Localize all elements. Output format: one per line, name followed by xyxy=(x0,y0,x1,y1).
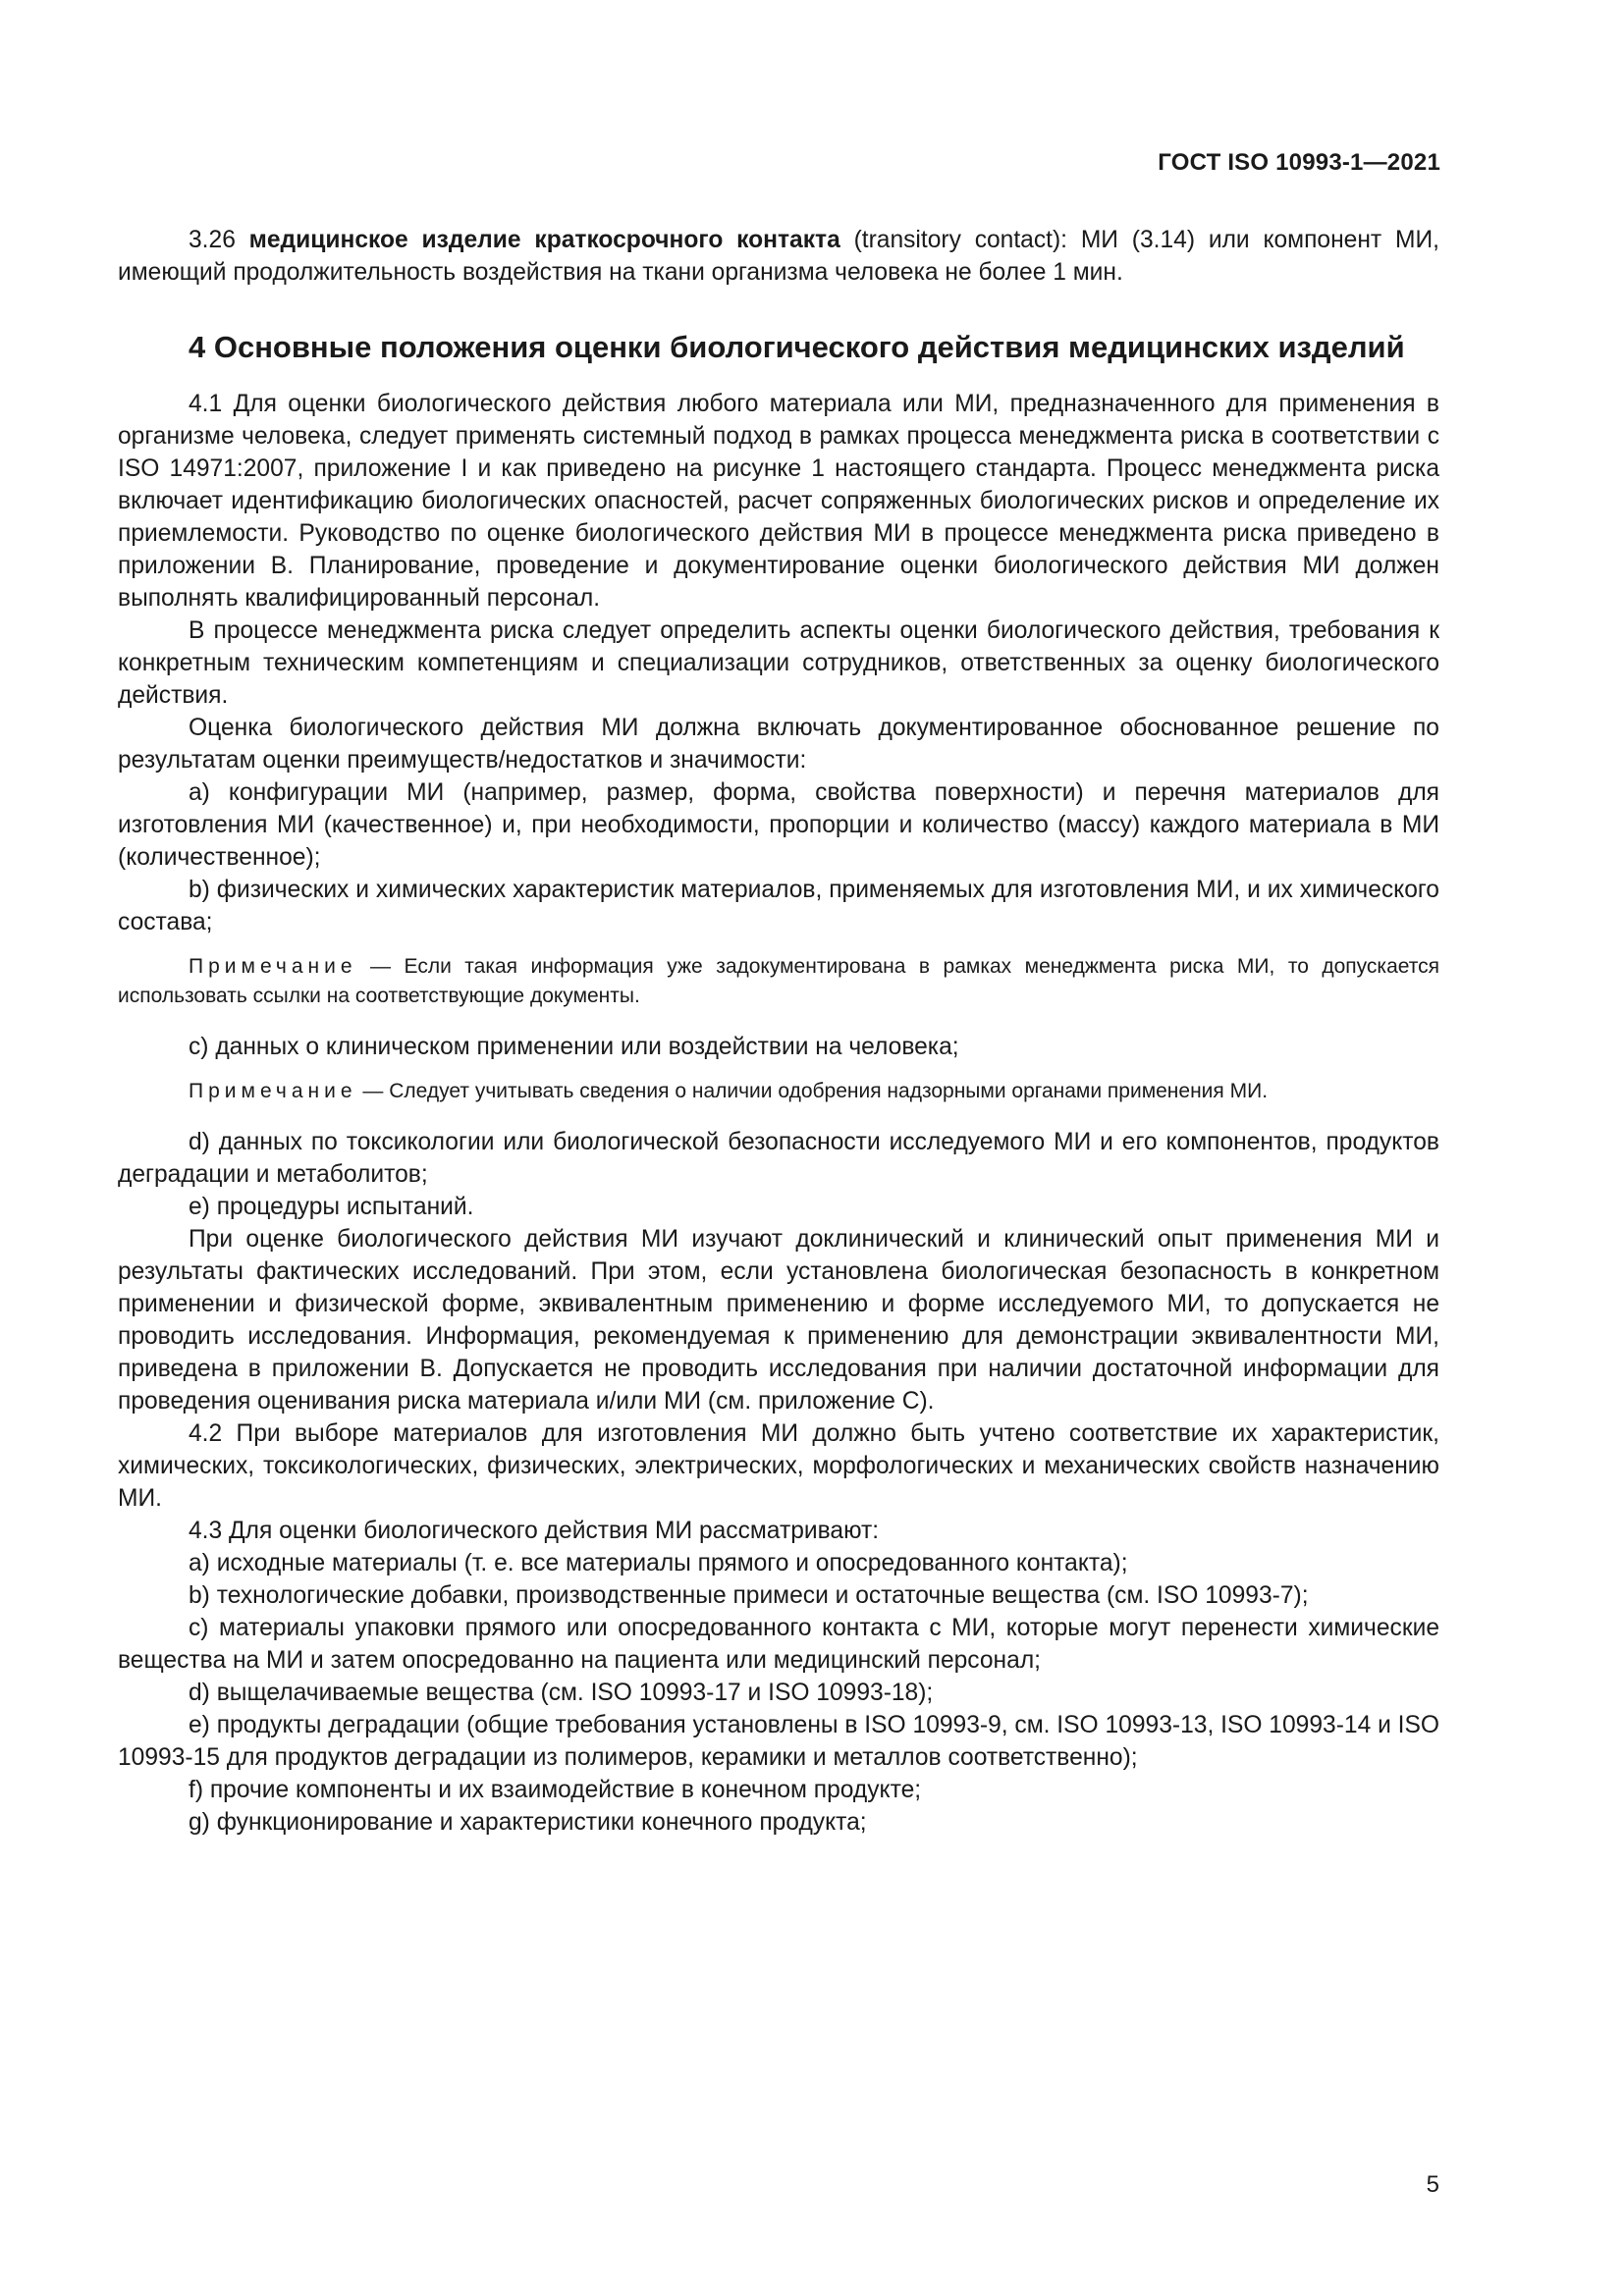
document-header-id: ГОСТ ISO 10993-1—2021 xyxy=(1158,149,1440,176)
note-2 xyxy=(118,1077,1439,1106)
list-item-4-3-e: e) продукты деградации (общие требования установлены в ISO 10993-9, см. ISO 10993-13, ISO 10993-14 и ISO 10993-15 для продуктов деградации из полимеров, керамики и металлов соответственно); xyxy=(118,1712,1440,1771)
paragraph-risk-aspects: В процессе менеджмента риска следует определить аспекты оценки биологического действия, требования к конкретным техническим компетенциям и специализации сотрудников, ответственных за оценку биологического действия. xyxy=(118,617,1439,709)
list-item-4-3-d: d) выщелачиваемые вещества (см. ISO 10993-17 и ISO 10993-18); xyxy=(189,1680,934,1706)
paragraph-evaluation: Оценка биологического действия МИ должна включать документированное обоснованное решение по результатам оценки преимуществ/недостатков и значимости: xyxy=(118,715,1439,774)
paragraph-3-26 xyxy=(118,224,1439,289)
paragraph-4-2: 4.2 При выборе материалов для изготовления МИ должно быть учтено соответствие их характеристик, химических, токсикологических, физических, электрических, морфологических и механических свойств назначению МИ. xyxy=(118,1420,1439,1512)
note-text: — Следует учитывать сведения о наличии одобрения надзорными органами применения МИ. xyxy=(356,1080,1269,1102)
note-label: Примечание xyxy=(189,1080,357,1102)
list-item-4-3-c: c) материалы упаковки прямого или опосредованного контакта с МИ, которые могут перенести химические вещества на МИ и затем опосредованно на пациента или медицинский персонал; xyxy=(118,1615,1439,1674)
note-1 xyxy=(118,952,1439,1011)
clause-number: 3.26 xyxy=(189,227,249,253)
term-description: (transitory contact): МИ (3.14) или компонент МИ, имеющий продолжительность воздействия на ткани организма человека не более 1 мин. xyxy=(118,227,1439,286)
document-body xyxy=(118,224,1439,1839)
list-item-b: b) физических и химических характеристик материалов, применяемых для изготовления МИ, и их химического состава; xyxy=(118,877,1439,935)
list-item-e: e) процедуры испытаний. xyxy=(189,1194,474,1220)
list-item-c: c) данных о клиническом применении или воздействии на человека; xyxy=(189,1034,959,1060)
list-item-4-3-a: a) исходные материалы (т. е. все материалы прямого и опосредованного контакта); xyxy=(189,1550,1128,1576)
section-title: 4 Основные положения оценки биологического действия медицинских изделий xyxy=(189,330,1405,364)
term-definition: медицинское изделие краткосрочного контакта xyxy=(248,227,840,253)
list-item-4-3-g: g) функционирование и характеристики конечного продукта; xyxy=(189,1809,867,1836)
paragraph-clinical-experience: При оценке биологического действия МИ изучают доклинический и клинический опыт применения МИ и результаты фактических исследований. При этом, если установлена биологическая безопасность в конкретном применении и физической форме, эквивалентным применению и форме исследуемого МИ, то допускается не проводить исследования. Информация, рекомендуемая к применению для демонстрации эквивалентности МИ, приведена в приложении В. Допускается не проводить исследования при наличии достаточной информации для проведения оценивания риска материала и/или МИ (см. приложение С). xyxy=(118,1226,1439,1415)
note-label: Примечание xyxy=(189,955,357,978)
list-item-4-3-f: f) прочие компоненты и их взаимодействие в конечном продукте; xyxy=(189,1777,922,1803)
paragraph-4-1: 4.1 Для оценки биологического действия любого материала или МИ, предназначенного для применения в организме человека, следует применять системный подход в рамках процесса менеджмента риска в соответствии с ISO 14971:2007, приложение I и как приведено на рисунке 1 настоящего стандарта. Процесс менеджмента риска включает идентификацию биологических опасностей, расчет сопряженных биологических рисков и определение их приемлемости. Руководство по оценке биологического действия МИ в процессе менеджмента риска приведено в приложении В. Планирование, проведение и документирование оценки биологического действия МИ должен выполнять квалифицированный персонал. xyxy=(118,391,1439,612)
paragraph-4-3: 4.3 Для оценки биологического действия МИ рассматривают: xyxy=(189,1518,880,1544)
list-item-d: d) данных по токсикологии или биологической безопасности исследуемого МИ и его компонентов, продуктов деградации и метаболитов; xyxy=(118,1129,1439,1188)
note-text: — Если такая информация уже задокументирована в рамках менеджмента риска МИ, то допускается использовать ссылки на соответствующие документы. xyxy=(118,955,1439,1007)
list-item-4-3-b: b) технологические добавки, производственные примеси и остаточные вещества (см. ISO 10993-7); xyxy=(189,1582,1309,1609)
page-number: 5 xyxy=(1426,2171,1439,2198)
list-item-a: a) конфигурации МИ (например, размер, форма, свойства поверхности) и перечня материалов для изготовления МИ (качественное) и, при необходимости, пропорции и количество (массу) каждого материала в МИ (количественное); xyxy=(118,779,1439,871)
